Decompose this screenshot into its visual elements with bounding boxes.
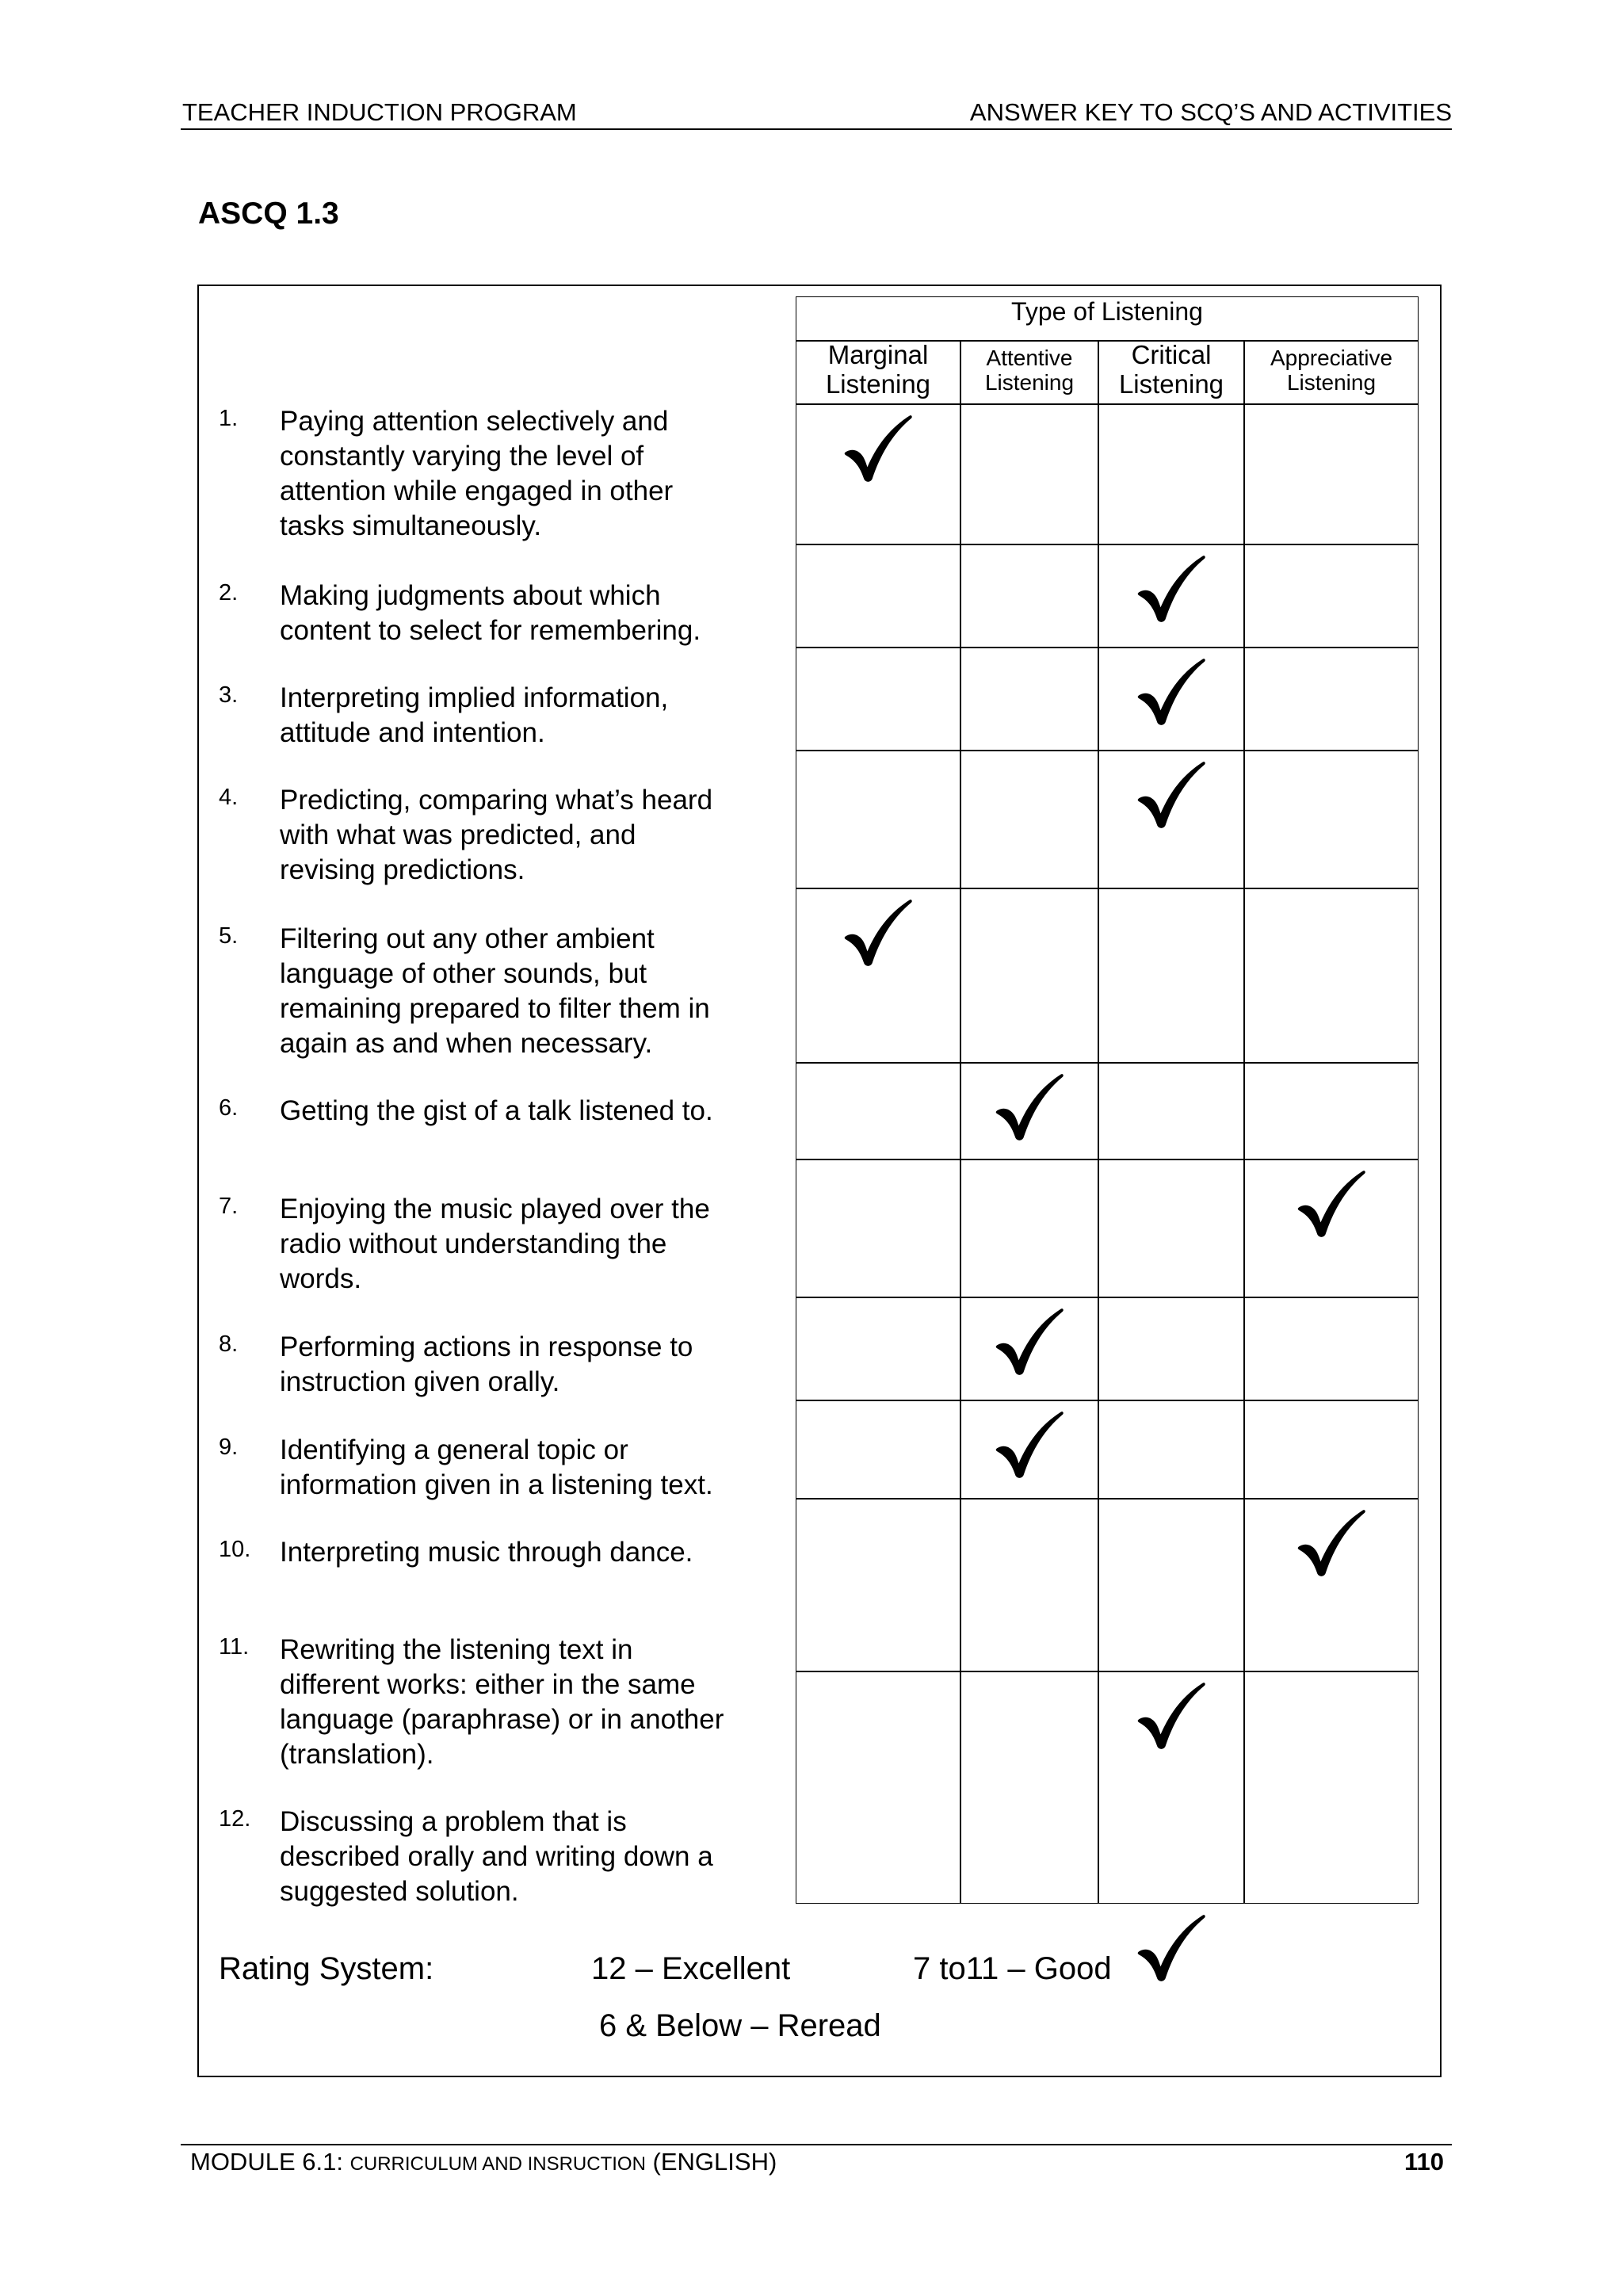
running-header-left: TEACHER INDUCTION PROGRAM [182,98,577,126]
statement-number: 10. [219,1537,251,1562]
statement-number: 11. [219,1634,250,1660]
statement-text: Enjoying the music played over the radio without understanding the words. [280,1194,710,1294]
checkmark-icon [1136,655,1207,728]
statement-number: 1. [219,406,239,431]
rating-excellent: 12 – Excellent [591,1951,791,1986]
statement-number: 4. [219,785,239,810]
type-of-listening-header: Type of Listening [1011,297,1203,326]
statement-number: 2. [219,580,239,606]
checkmark-icon [842,412,914,485]
statement-text: Discussing a problem that is described orally and writing down a suggested solution. [280,1806,713,1907]
checkmark-icon [994,1071,1065,1144]
checkmark-icon [842,896,914,969]
checkmark-icon [1136,1912,1207,1985]
statement-number: 8. [219,1331,239,1357]
rating-good: 7 to11 – Good [913,1951,1112,1986]
statement-number: 7. [219,1194,239,1219]
statement-text: Making judgments about which content to select for remembering. [280,580,701,646]
checkmark-icon [1136,758,1207,831]
statement-text: Getting the gist of a talk listened to. [280,1095,713,1126]
checkmark-icon [1296,1507,1367,1580]
rating-system-label: Rating System: [219,1951,434,1986]
footer-module: MODULE 6.1: CURRICULUM AND INSRUCTION (ENGLISH) [190,2148,777,2176]
checkmark-icon [1136,1679,1207,1752]
statement-text: Predicting, comparing what’s heard with what was predicted, and revising predictions. [280,785,713,885]
column-header-marginal: Marginal Listening [825,340,931,399]
running-header-right: ANSWER KEY TO SCQ’S AND ACTIVITIES [969,98,1452,126]
statement-text: Interpreting implied information, attitude and intention. [280,682,669,748]
checkmark-icon [1296,1167,1367,1240]
column-header-attentive: Attentive Listening [984,346,1075,395]
statement-text: Performing actions in response to instruction given orally. [280,1331,693,1397]
statement-number: 9. [219,1435,239,1460]
statement-text: Interpreting music through dance. [280,1537,693,1568]
footer-rule [181,2144,1452,2145]
statement-number: 3. [219,682,239,708]
statement-number: 5. [219,923,239,949]
page-title: ASCQ 1.3 [198,197,339,231]
header-rule [181,128,1452,130]
listening-type-grid [796,296,1419,1904]
column-header-critical: Critical Listening [1118,340,1224,399]
statement-text: Paying attention selectively and constantly varying the level of attention while engaged in other tasks simultaneously. [280,406,674,541]
statement-text: Identifying a general topic or information given in a listening text. [280,1435,713,1500]
statement-number: 12. [219,1806,251,1832]
checkmark-icon [1136,552,1207,625]
page-number: 110 [1403,2148,1444,2176]
statement-number: 6. [219,1095,239,1121]
statement-text: Filtering out any other ambient language of other sounds, but remaining prepared to filter them in again as and when necessary. [280,923,710,1059]
statement-text: Rewriting the listening text in different works: either in the same language (paraphrase) or in another (translation). [280,1634,724,1770]
checkmark-icon [994,1305,1065,1378]
column-header-appreciative: Appreciative Listening [1270,346,1393,395]
checkmark-icon [994,1408,1065,1481]
rating-reread: 6 & Below – Reread [599,2008,881,2043]
